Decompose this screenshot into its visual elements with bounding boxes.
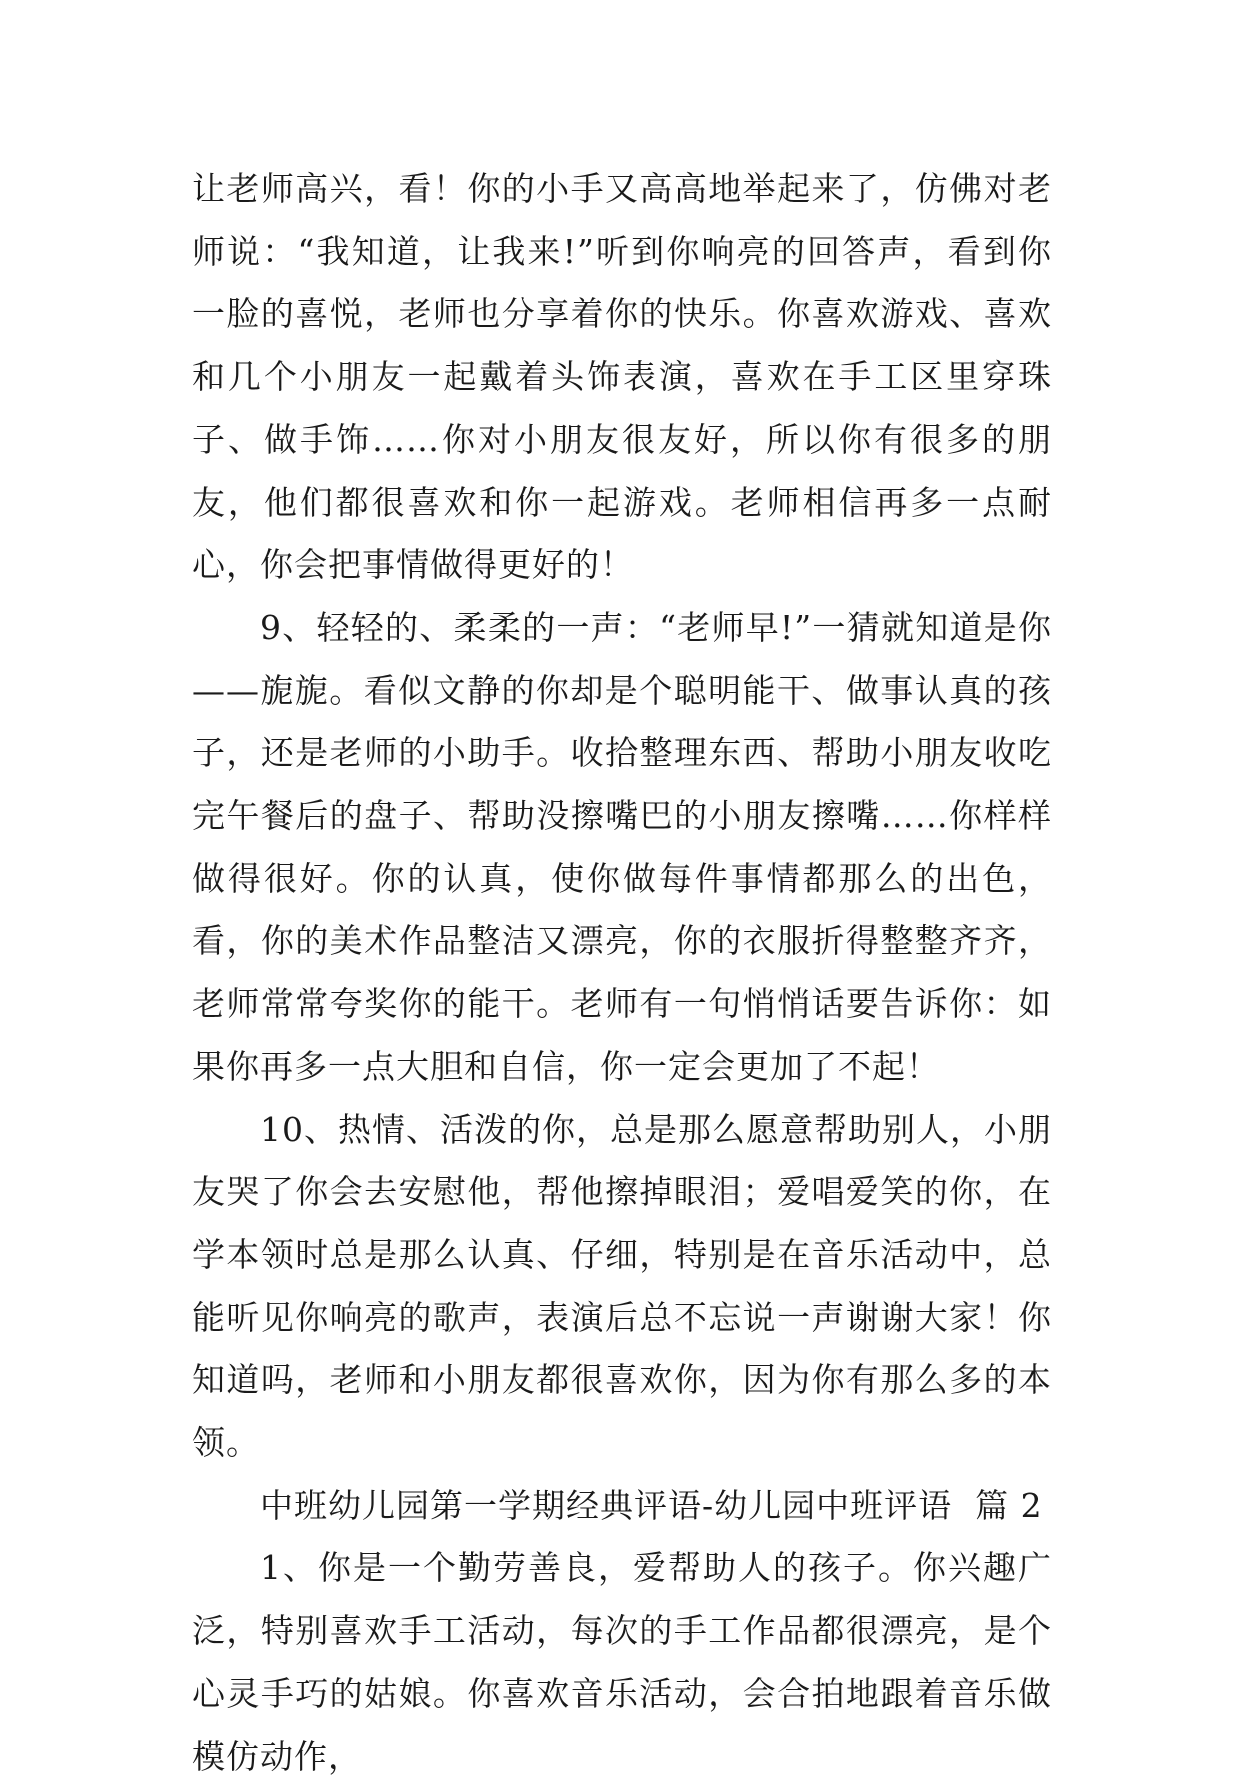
section-heading: 中班幼儿园第一学期经典评语-幼儿园中班评语 篇 2 <box>260 1485 1043 1525</box>
paragraph-section2-comment-1: 1、你是一个勤劳善良，爱帮助人的孩子。你兴趣广泛，特别喜欢手工活动，每次的手工作品都很漂亮，是个心灵手巧的姑娘。你喜欢音乐活动，会合拍地跟着音乐做模仿动作， <box>192 1548 1052 1776</box>
paragraph-comment-9: 9、轻轻的、柔柔的一声：“老师早!”一猜就知道是你——旎旎。看似文静的你却是个聪明能干、做事认真的孩子，还是老师的小助手。收拾整理东西、帮助小朋友收吃完午餐后的盘子、帮助没擦嘴巴的小朋友擦嘴……你样样做得很好。你的认真，使你做每件事情都那么的出色，看，你的美术作品整洁又漂亮，你的衣服折得整整齐齐，老师常常夸奖你的能干。老师有一句悄悄话要告诉你：如果你再多一点大胆和自信，你一定会更加了不起！ <box>192 607 1052 1086</box>
paragraph-comment-10: 10、热情、活泼的你，总是那么愿意帮助别人，小朋友哭了你会去安慰他，帮他擦掉眼泪；爱唱爱笑的你，在学本领时总是那么认真、仔细，特别是在音乐活动中，总能听见你响亮的歌声，表演后总不忘说一声谢谢大家！你知道吗，老师和小朋友都很喜欢你，因为你有那么多的本领。 <box>192 1109 1052 1463</box>
document-body <box>192 158 1052 1788</box>
paragraph-comment-8-continued: 让老师高兴，看！你的小手又高高地举起来了，仿佛对老师说：“我知道，让我来!”听到你响亮的回答声，看到你一脸的喜悦，老师也分享着你的快乐。你喜欢游戏、喜欢和几个小朋友一起戴着头饰表演，喜欢在手工区里穿珠子、做手饰……你对小朋友很友好，所以你有很多的朋友，他们都很喜欢和你一起游戏。老师相信再多一点耐心，你会把事情做得更好的！ <box>192 169 1052 585</box>
